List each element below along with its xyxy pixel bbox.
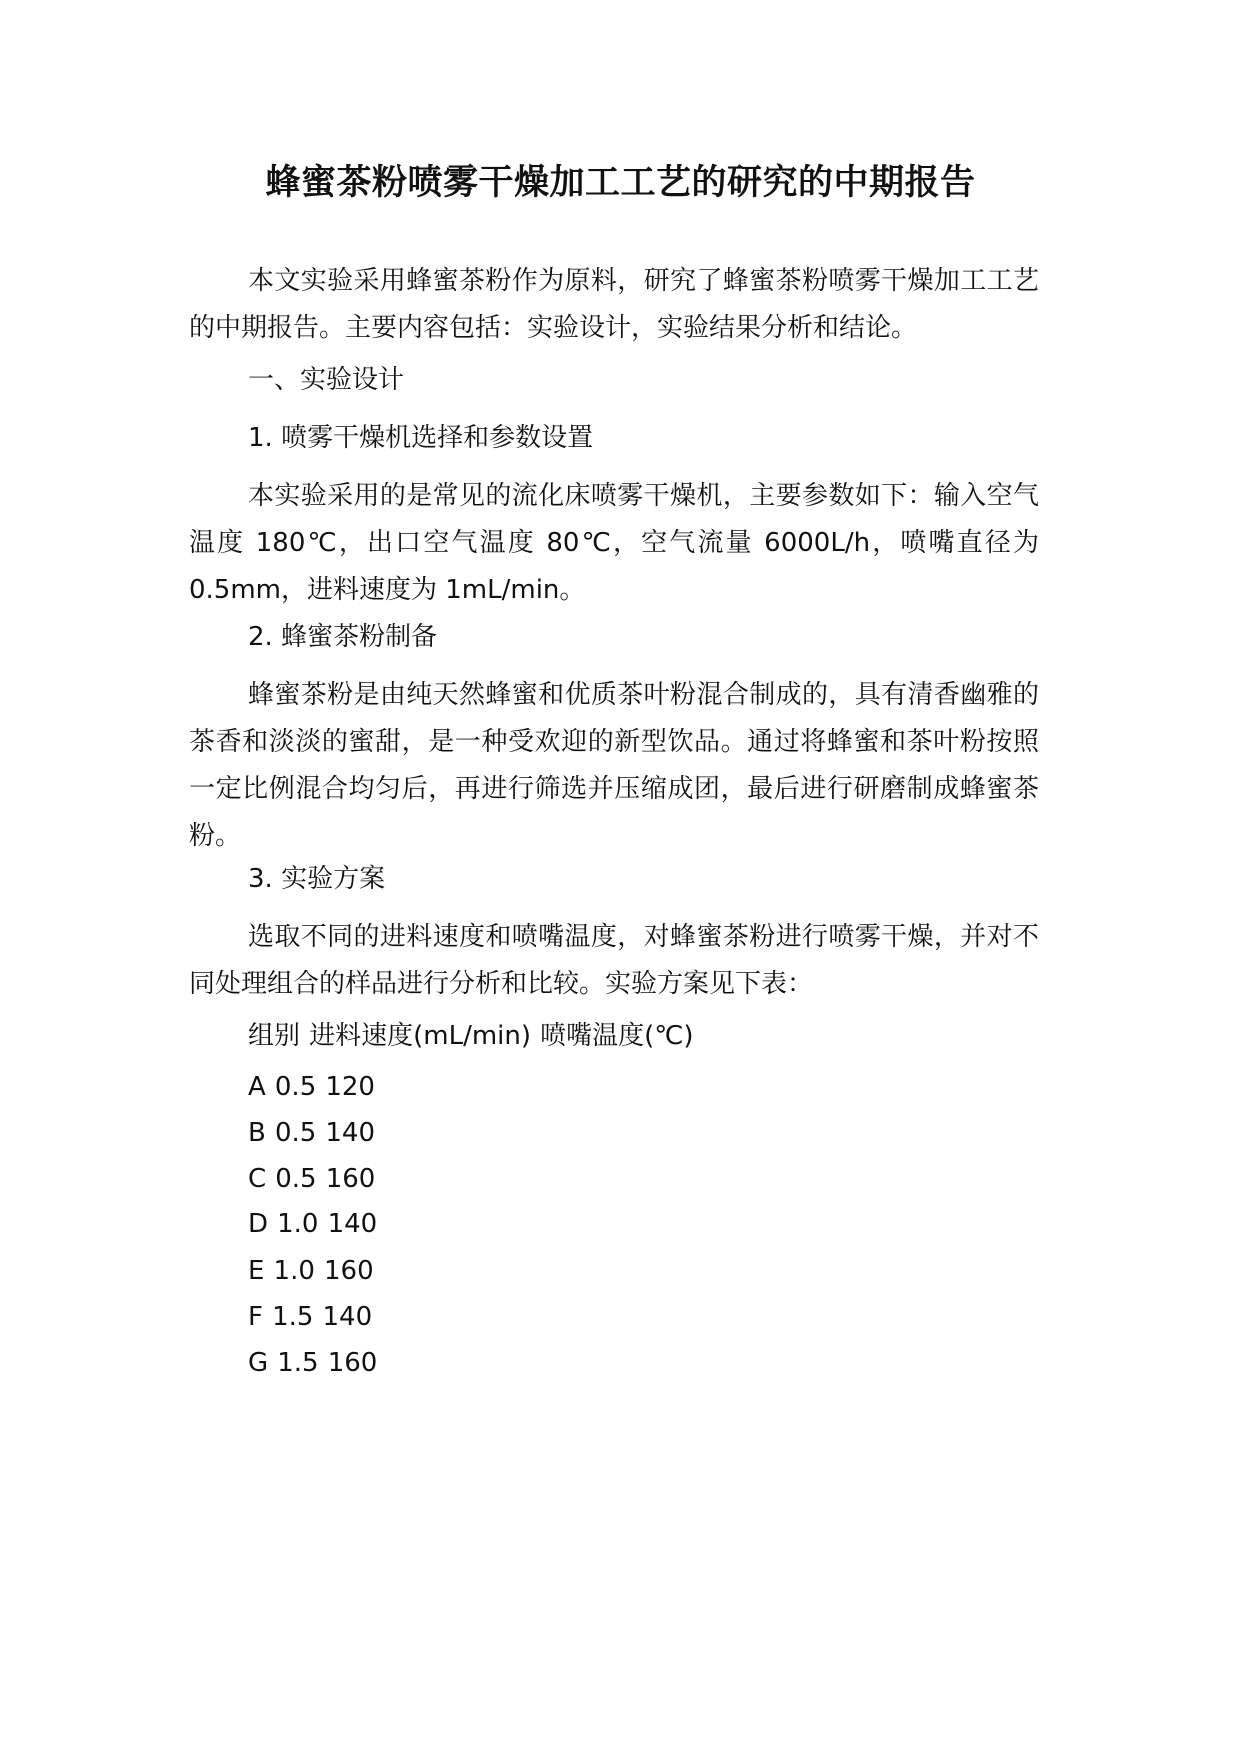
subsection-heading-2: 2. 蜂蜜茶粉制备 bbox=[248, 622, 438, 652]
section-heading-experiment-design: 一、实验设计 bbox=[248, 365, 405, 395]
table-cell-feed-rate: 1.5 bbox=[277, 1348, 319, 1378]
table-cell-group: B bbox=[248, 1118, 266, 1148]
document-title: 蜂蜜茶粉喷雾干燥加工工艺的研究的中期报告 bbox=[265, 163, 976, 203]
table-cell-feed-rate: 0.5 bbox=[274, 1072, 317, 1102]
table-cell-group: D bbox=[248, 1209, 269, 1239]
table-row bbox=[248, 1201, 377, 1248]
table-cell-group: A bbox=[248, 1072, 266, 1102]
table-row bbox=[248, 1064, 375, 1111]
table-cell-feed-rate: 1.0 bbox=[273, 1256, 315, 1286]
table-header-feed-rate: 进料速度(mL/min) bbox=[309, 1021, 531, 1051]
table-row bbox=[248, 1110, 375, 1157]
table-cell-feed-rate: 1.0 bbox=[277, 1209, 319, 1239]
table-cell-feed-rate: 1.5 bbox=[272, 1302, 314, 1332]
subsection-body-1: 本实验采用的是常见的流化床喷雾干燥机，主要参数如下：输入空气温度 180℃，出口空气温度 80℃，空气流量 6000L/h，喷嘴直径为 0.5mm，进料速度为 1mL/min。 bbox=[189, 481, 1039, 605]
table-row bbox=[248, 1340, 377, 1387]
table-cell-nozzle-temp: 120 bbox=[325, 1072, 375, 1102]
table-cell-nozzle-temp: 160 bbox=[327, 1348, 378, 1378]
table-header-nozzle-temp: 喷嘴温度(℃) bbox=[540, 1021, 694, 1051]
table-cell-group: E bbox=[248, 1256, 265, 1286]
table-cell-feed-rate: 0.5 bbox=[274, 1118, 317, 1148]
table-cell-nozzle-temp: 140 bbox=[325, 1118, 376, 1148]
table-cell-group: G bbox=[248, 1348, 269, 1378]
subsection-heading-3: 3. 实验方案 bbox=[248, 864, 386, 894]
table-cell-nozzle-temp: 140 bbox=[327, 1209, 378, 1239]
table-cell-nozzle-temp: 160 bbox=[323, 1256, 374, 1286]
table-header-group: 组别 bbox=[248, 1021, 301, 1051]
subsection-body-2: 蜂蜜茶粉是由纯天然蜂蜜和优质茶叶粉混合制成的，具有清香幽雅的茶香和淡淡的蜜甜，是一种受欢迎的新型饮品。通过将蜂蜜和茶叶粉按照一定比例混合均匀后，再进行筛选并压缩成团，最后进行研磨制成蜂蜜茶粉。 bbox=[189, 680, 1039, 851]
table-row bbox=[248, 1248, 374, 1295]
table-row bbox=[248, 1294, 372, 1341]
table-cell-nozzle-temp: 140 bbox=[322, 1302, 373, 1332]
table-cell-group: F bbox=[248, 1302, 263, 1332]
table-cell-nozzle-temp: 160 bbox=[325, 1164, 376, 1194]
table-cell-feed-rate: 0.5 bbox=[275, 1164, 317, 1194]
subsection-body-3: 选取不同的进料速度和喷嘴温度，对蜂蜜茶粉进行喷雾干燥，并对不同处理组合的样品进行分析和比较。实验方案见下表： bbox=[189, 922, 1039, 999]
table-cell-group: C bbox=[248, 1164, 267, 1194]
table-row bbox=[248, 1156, 375, 1203]
subsection-heading-1: 1. 喷雾干燥机选择和参数设置 bbox=[248, 423, 594, 453]
table-header-row bbox=[248, 1013, 694, 1060]
intro-paragraph: 本文实验采用蜂蜜茶粉作为原料，研究了蜂蜜茶粉喷雾干燥加工工艺的中期报告。主要内容包括：实验设计，实验结果分析和结论。 bbox=[189, 266, 1039, 343]
